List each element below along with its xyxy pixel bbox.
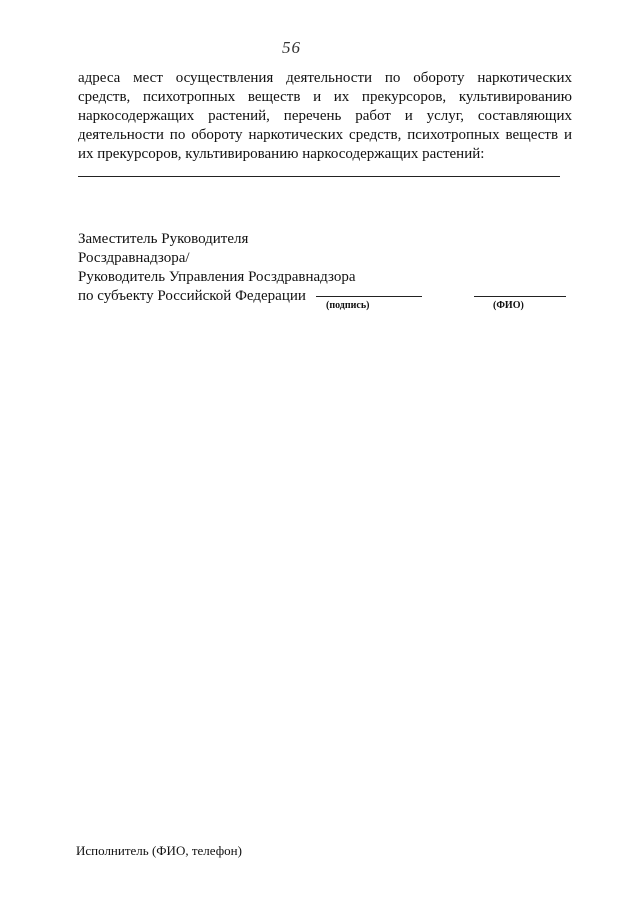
body-paragraph: адреса мест осуществления деятельности по обороту наркотических средств, психотропных веществ и их прекурсоров, культивированию наркосодержащих растений, перечень работ и услуг, составляющих деятельности по обороту наркотических средств, психотропных веществ и их прекурсоров, культивированию наркосодержащих растений: <box>78 70 572 162</box>
signature-line <box>316 296 422 297</box>
signatory-title-line-2: Росздравнадзора/ <box>78 250 190 266</box>
fill-in-line <box>78 176 560 177</box>
fio-caption: (ФИО) <box>493 300 524 311</box>
signature-caption: (подпись) <box>326 300 370 311</box>
signatory-title-line-1: Заместитель Руководителя <box>78 231 249 247</box>
executor-label: Исполнитель (ФИО, телефон) <box>76 843 242 858</box>
signature-block <box>78 230 355 306</box>
page-number: 56 <box>282 38 301 57</box>
signatory-title-line-4: по субъекту Российской Федерации <box>78 288 306 304</box>
fio-line <box>474 296 566 297</box>
signatory-title-line-3: Руководитель Управления Росздравнадзора <box>78 269 356 285</box>
